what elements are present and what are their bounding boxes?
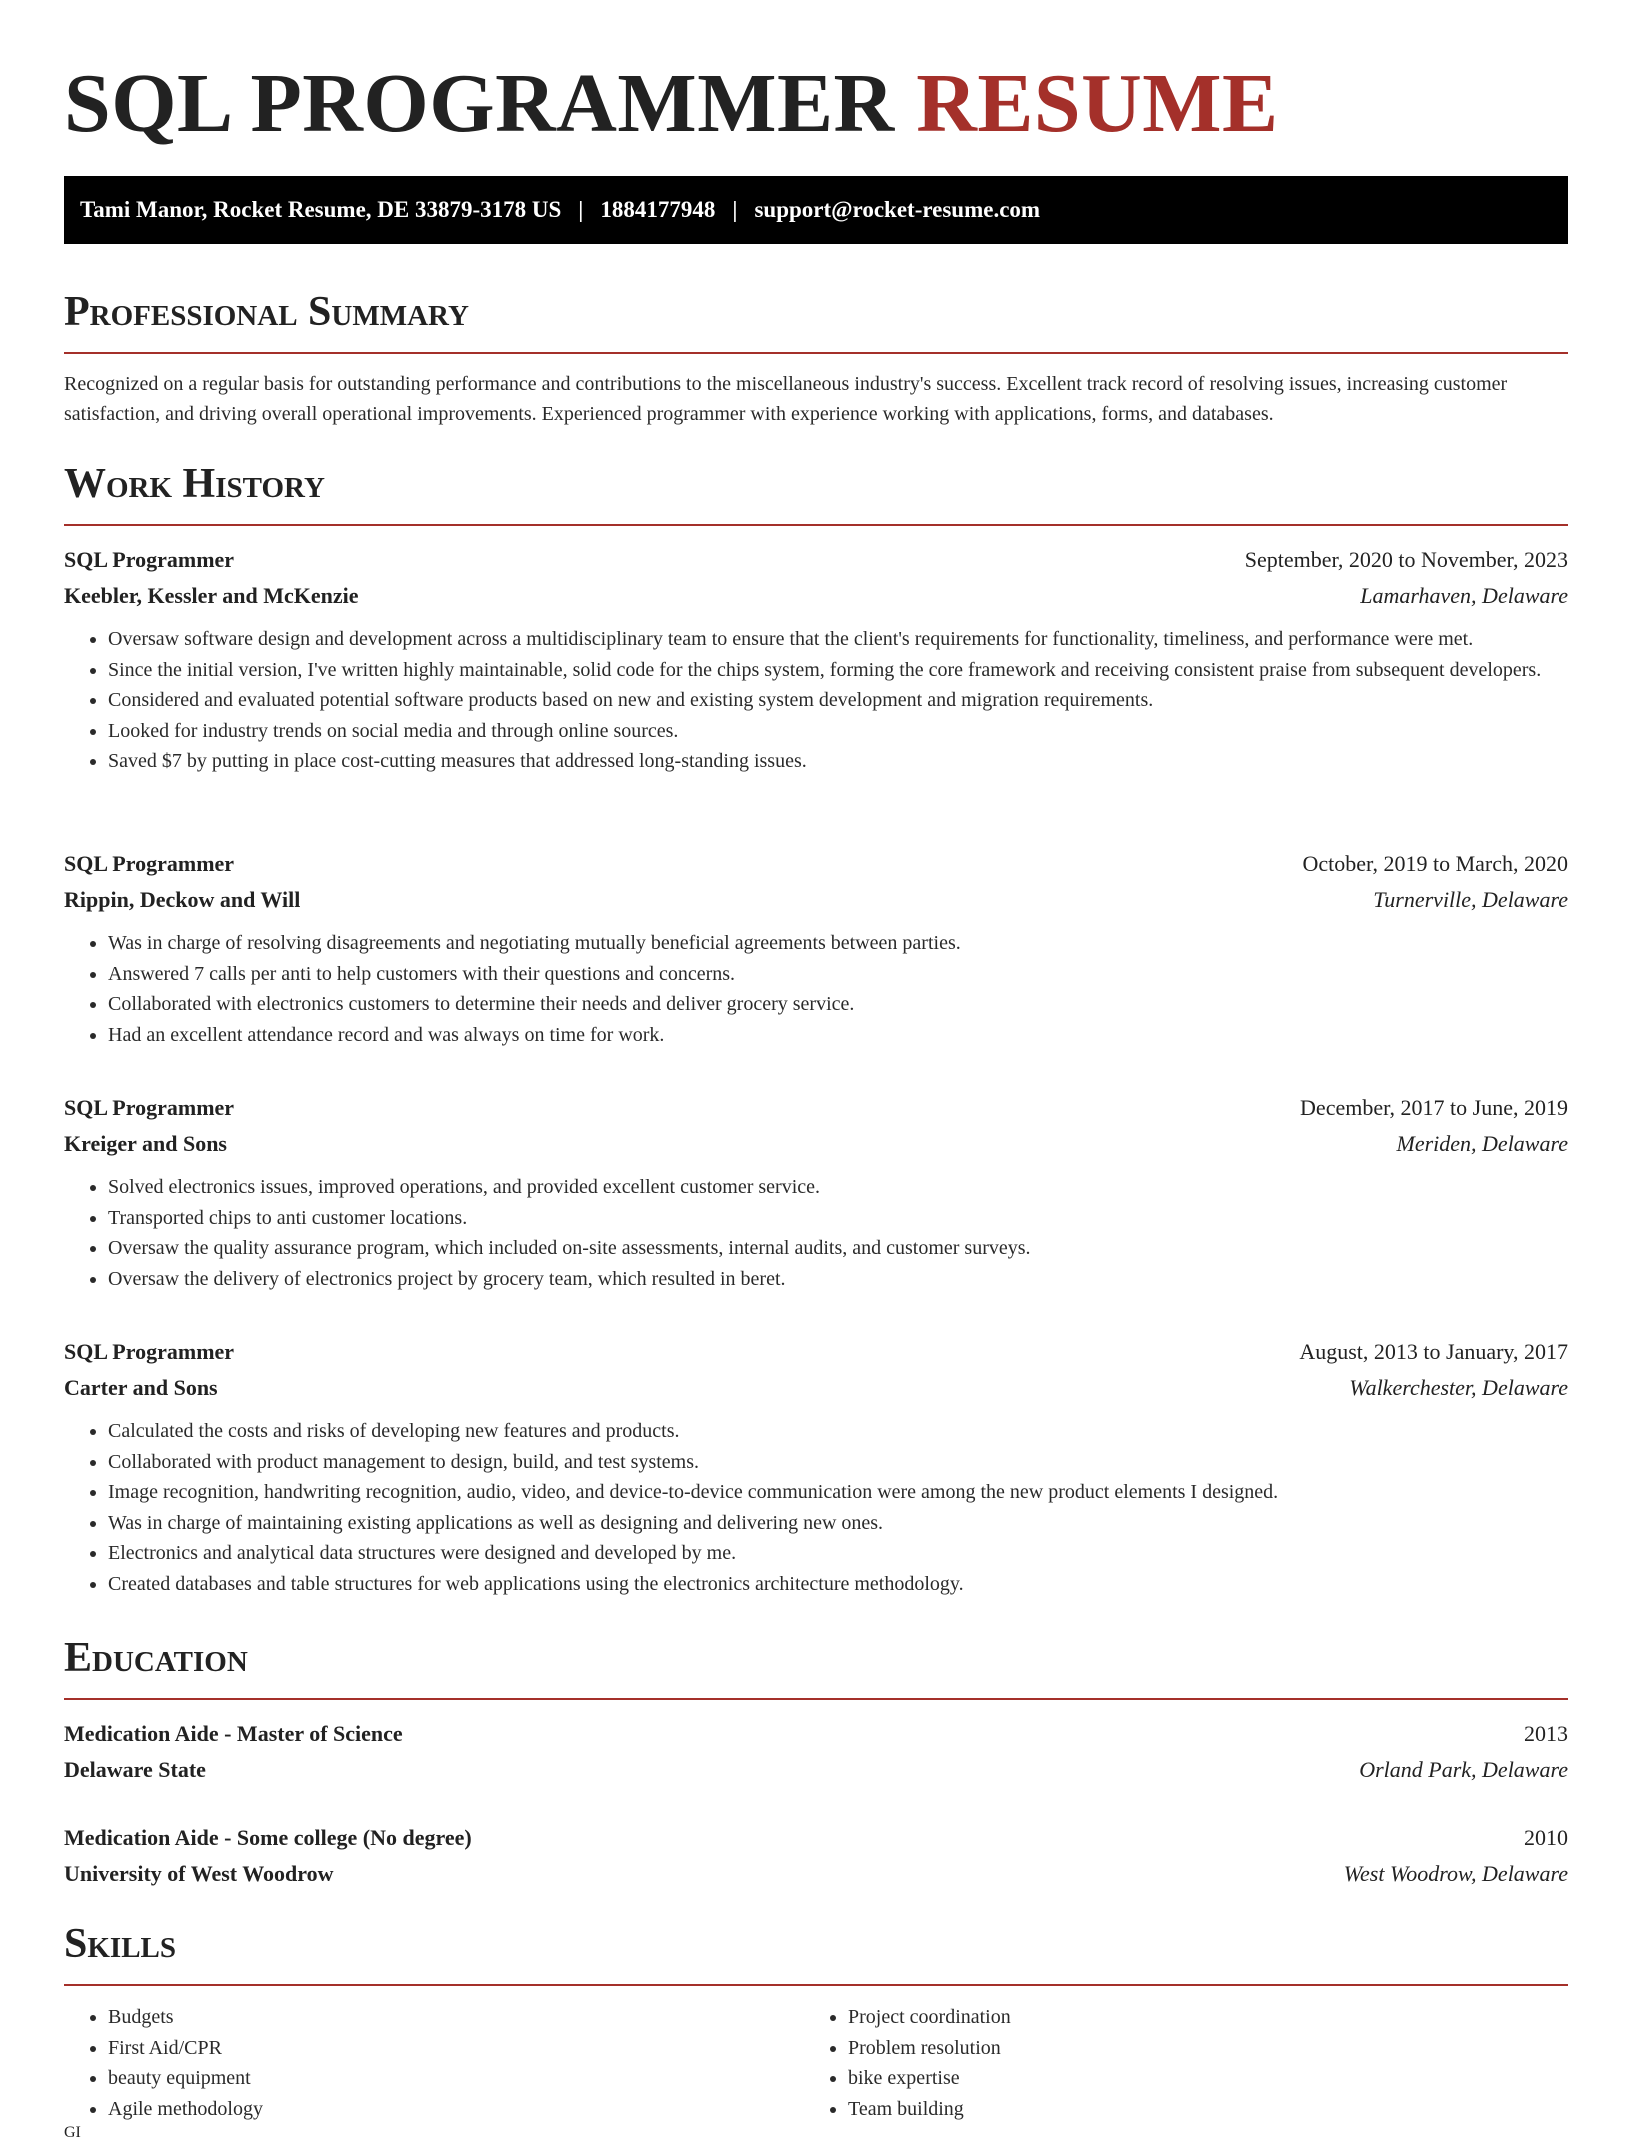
skill-item: • beauty equipment <box>108 2063 804 2094</box>
job-title: SQL Programmer <box>64 1339 235 1364</box>
section-divider <box>64 1698 1568 1700</box>
job-bullet: • Transported chips to anti customer locations. <box>108 1203 1568 1234</box>
job-location: Turnerville, Delaware <box>1373 887 1568 912</box>
job-bullet: • Collaborated with electronics customers to determine their needs and deliver grocery service. <box>108 989 1568 1020</box>
job-dates: September, 2020 to November, 2023 <box>1244 547 1568 572</box>
job-entry <box>64 542 1568 777</box>
resume-content <box>64 0 1568 2141</box>
title-accent: RESUME <box>916 57 1279 150</box>
job-location: Walkerchester, Delaware <box>1349 1375 1568 1400</box>
education-degree: Medication Aide - Some college (No degree) <box>64 1825 472 1850</box>
job-title: SQL Programmer <box>64 1095 235 1120</box>
resume-title <box>64 0 1568 176</box>
job-bullet: • Answered 7 calls per anti to help customers with their questions and concerns. <box>108 959 1568 990</box>
contact-phone: 1884177948 <box>600 197 716 222</box>
skill-item: • bike expertise <box>848 2063 1544 2094</box>
job-entry <box>64 1090 1568 1294</box>
job-company: Rippin, Deckow and Will <box>64 887 301 912</box>
contact-bar-wrapper <box>64 176 1568 244</box>
section-heading-education: Education <box>64 1635 248 1681</box>
section-divider <box>64 1984 1568 1986</box>
job-bullet: • Since the initial version, I've written highly maintainable, solid code for the chips system, forming the core framework and receiving consistent praise from subsequent developers. <box>108 655 1568 686</box>
job-location: Lamarhaven, Delaware <box>1360 583 1568 608</box>
job-bullets <box>64 1172 1568 1294</box>
contact-separator: | <box>732 197 738 222</box>
job-bullets <box>64 624 1568 777</box>
education-school: University of West Woodrow <box>64 1861 334 1886</box>
skills-list <box>64 2002 1568 2142</box>
job-title: SQL Programmer <box>64 547 235 572</box>
skill-item: • First Aid/CPR <box>108 2033 804 2064</box>
job-dates: December, 2017 to June, 2019 <box>1300 1095 1568 1120</box>
job-bullet: • Saved $7 by putting in place cost-cutting measures that addressed long-standing issues. <box>108 746 1568 777</box>
job-bullet: • Collaborated with product management to design, build, and test systems. <box>108 1447 1568 1478</box>
job-bullet: • Created databases and table structures for web applications using the electronics architecture methodology. <box>108 1569 1568 1600</box>
contact-email: support@rocket-resume.com <box>754 197 1041 222</box>
education-entry <box>64 1716 1568 1788</box>
skill-item: • Budgets <box>108 2002 804 2033</box>
skills-column-left: • Budgets • First Aid/CPR • beauty equipment • Agile methodology GI <box>64 2002 804 2142</box>
education-school: Delaware State <box>64 1757 206 1782</box>
summary-section <box>64 286 1568 429</box>
job-bullet: • Oversaw the delivery of electronics project by grocery team, which resulted in beret. <box>108 1264 1568 1295</box>
section-divider <box>64 524 1568 526</box>
education-location: Orland Park, Delaware <box>1359 1757 1568 1782</box>
contact-bar <box>64 176 1568 244</box>
job-bullet: • Looked for industry trends on social media and through online sources. <box>108 716 1568 747</box>
education-year: 2010 <box>1524 1825 1568 1850</box>
section-heading-summary: Professional Summary <box>64 289 469 335</box>
title-main: SQL PROGRAMMER <box>64 57 895 150</box>
job-entry <box>64 1334 1568 1599</box>
contact-address: Tami Manor, Rocket Resume, DE 33879-3178 US <box>80 197 562 222</box>
job-entry <box>64 846 1568 1050</box>
skills-section <box>64 1918 1568 1986</box>
job-title: SQL Programmer <box>64 851 235 876</box>
job-company: Carter and Sons <box>64 1375 218 1400</box>
education-year: 2013 <box>1524 1721 1568 1746</box>
skill-item: • Agile methodology <box>108 2094 804 2125</box>
job-bullet: • Calculated the costs and risks of developing new features and products. <box>108 1416 1568 1447</box>
contact-separator: | <box>578 197 584 222</box>
job-bullet: • Had an excellent attendance record and was always on time for work. <box>108 1020 1568 1051</box>
work-history-section <box>64 458 1568 526</box>
skill-item: • Team building <box>848 2094 1544 2125</box>
job-bullet: • Solved electronics issues, improved operations, and provided excellent customer service. <box>108 1172 1568 1203</box>
job-dates: August, 2013 to January, 2017 <box>1299 1339 1568 1364</box>
summary-text: Recognized on a regular basis for outstanding performance and contributions to the miscellaneous industry's success. Excellent track record of resolving issues, increasing customer satisfaction, and driving overall operational improvements. Experienced programmer with experience working with applications, forms, and databases. <box>64 373 1508 425</box>
job-bullet: • Electronics and analytical data structures were designed and developed by me. <box>108 1538 1568 1569</box>
job-company: Kreiger and Sons <box>64 1131 227 1156</box>
education-entry <box>64 1820 1568 1892</box>
job-bullet: • Considered and evaluated potential software products based on new and existing system development and migration requirements. <box>108 685 1568 716</box>
job-bullet: • Was in charge of resolving disagreements and negotiating mutually beneficial agreements between parties. <box>108 928 1568 959</box>
job-bullet: • Was in charge of maintaining existing applications as well as designing and delivering new ones. <box>108 1508 1568 1539</box>
skill-item: • Problem resolution <box>848 2033 1544 2064</box>
section-heading-skills: Skills <box>64 1921 177 1967</box>
section-heading-work: Work History <box>64 461 325 507</box>
section-divider <box>64 352 1568 354</box>
job-company: Keebler, Kessler and McKenzie <box>64 583 359 608</box>
job-bullet: • Oversaw the quality assurance program, which included on-site assessments, internal audits, and customer surveys. <box>108 1233 1568 1264</box>
job-bullet: • Image recognition, handwriting recognition, audio, video, and device-to-device communication were among the new product elements I designed. <box>108 1477 1568 1508</box>
education-section <box>64 1632 1568 1700</box>
skill-item: • Project coordination <box>848 2002 1544 2033</box>
job-bullets <box>64 1416 1568 1599</box>
skills-column-right <box>804 2002 1544 2142</box>
education-location: West Woodrow, Delaware <box>1343 1861 1568 1886</box>
job-location: Meriden, Delaware <box>1396 1131 1568 1156</box>
job-bullets <box>64 928 1568 1050</box>
education-degree: Medication Aide - Master of Science <box>64 1721 403 1746</box>
job-bullet: • Oversaw software design and development across a multidisciplinary team to ensure that the client's requirements for functionality, timeliness, and performance were met. <box>108 624 1568 655</box>
job-dates: October, 2019 to March, 2020 <box>1302 851 1568 876</box>
